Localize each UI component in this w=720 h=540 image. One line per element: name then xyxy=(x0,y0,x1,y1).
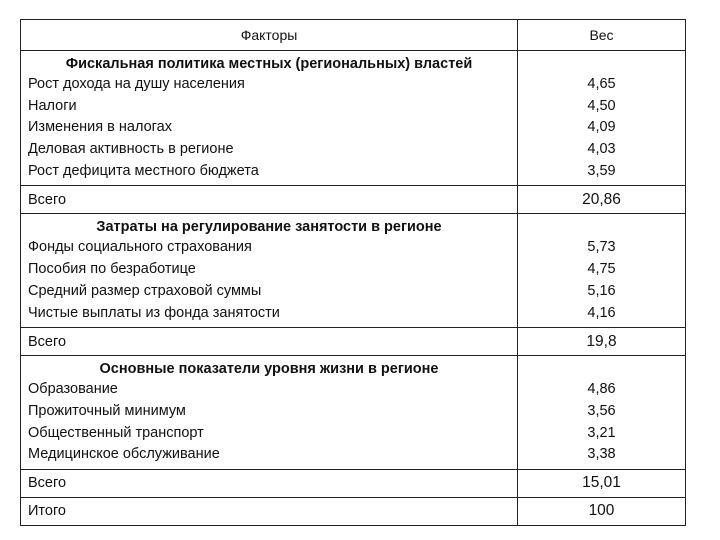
weight-value: 4,65 xyxy=(587,76,616,92)
total-label: Всего xyxy=(21,328,518,356)
factor-item: Пособия по безработице xyxy=(28,261,196,278)
weight-value: 5,16 xyxy=(587,282,616,299)
group-title: Фискальная политика местных (региональных) властей xyxy=(65,56,473,72)
weight-value: 4,75 xyxy=(587,261,616,278)
group-factors-cell xyxy=(21,51,518,186)
factor-item: Прожиточный минимум xyxy=(28,402,186,419)
header-weight: Вес xyxy=(518,20,686,51)
group-title: Основные показатели уровня жизни в регионе xyxy=(99,361,439,378)
total-value: 15,01 xyxy=(518,469,686,497)
weight-value: 4,09 xyxy=(587,119,616,136)
factor-item: Фонды социального страхования xyxy=(28,239,252,256)
weight-value: 3,38 xyxy=(587,446,616,463)
weight-value: 4,50 xyxy=(587,97,616,114)
weight-value: 4,03 xyxy=(587,141,616,158)
factor-item: Общественный транспорт xyxy=(28,424,204,441)
factor-item: Чистые выплаты из фонда занятости xyxy=(28,304,280,321)
group-row-fiscal-policy xyxy=(21,51,686,186)
factor-item: Деловая активность в регионе xyxy=(28,141,234,158)
group-weights-cell xyxy=(518,214,686,328)
factor-item: Рост дохода на душу населения xyxy=(28,76,245,92)
group-row-employment-costs xyxy=(21,214,686,328)
factor-item: Налоги xyxy=(28,97,77,114)
factor-item: Образование xyxy=(28,381,118,398)
factor-item: Рост дефицита местного бюджета xyxy=(28,162,259,179)
group-weights-cell xyxy=(518,356,686,470)
weight-value: 4,86 xyxy=(587,381,616,398)
weight-value: 4,16 xyxy=(587,304,616,321)
weight-value: 3,56 xyxy=(587,402,616,419)
group-factors-cell xyxy=(21,356,518,470)
header-row xyxy=(21,20,686,51)
total-label: Всего xyxy=(21,186,518,214)
total-value: 19,8 xyxy=(518,328,686,356)
grand-total-value: 100 xyxy=(518,497,686,525)
factor-item: Изменения в налогах xyxy=(28,119,172,136)
total-value: 20,86 xyxy=(518,186,686,214)
group-factors-cell xyxy=(21,214,518,328)
factor-item: Медицинское обслуживание xyxy=(28,446,220,463)
factor-item: Средний размер страховой суммы xyxy=(28,282,262,299)
group-title: Затраты на регулирование занятости в регионе xyxy=(96,219,442,236)
group-weights-cell xyxy=(518,51,686,186)
group-total-row xyxy=(21,186,686,214)
group-row-living-standards xyxy=(21,356,686,470)
group-total-row xyxy=(21,469,686,497)
factors-weight-table xyxy=(20,19,686,526)
group-total-row xyxy=(21,328,686,356)
header-factors: Факторы xyxy=(21,20,518,51)
grand-total-label: Итого xyxy=(21,497,518,525)
weight-value: 3,21 xyxy=(587,424,616,441)
weight-value: 5,73 xyxy=(587,239,616,256)
weight-value: 3,59 xyxy=(587,162,616,179)
total-label: Всего xyxy=(21,469,518,497)
grand-total-row xyxy=(21,497,686,525)
